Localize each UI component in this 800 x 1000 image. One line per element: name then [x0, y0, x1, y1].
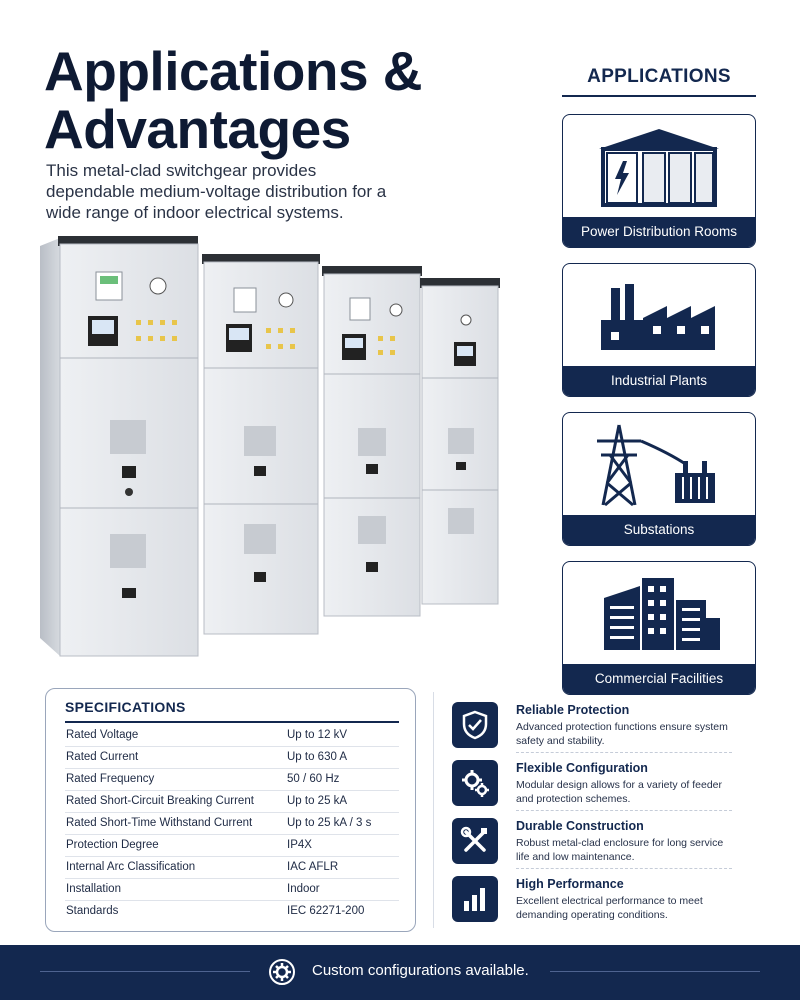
advantage-separator: [516, 810, 732, 811]
advantage-title: High Performance: [516, 877, 624, 891]
application-label: Commercial Facilities: [563, 664, 755, 694]
spec-value: IAC AFLR: [287, 861, 339, 873]
page-title: [44, 42, 422, 158]
spec-value: IP4X: [287, 839, 312, 851]
spec-value: Up to 630 A: [287, 751, 348, 763]
substation-icon: [563, 413, 755, 516]
spec-value: Up to 25 kA: [287, 795, 348, 807]
spec-row: [65, 901, 399, 923]
advantage-item: [450, 700, 740, 758]
gears-icon: [452, 760, 498, 806]
power-room-icon: [563, 115, 755, 218]
applications-heading: APPLICATIONS: [587, 66, 731, 87]
advantages-divider: [433, 692, 434, 928]
spec-value: Up to 25 kA / 3 s: [287, 817, 372, 829]
spec-row: [65, 791, 399, 813]
spec-row: [65, 857, 399, 879]
specifications-title: SPECIFICATIONS: [65, 699, 186, 715]
advantage-separator: [516, 868, 732, 869]
application-label: Power Distribution Rooms: [563, 217, 755, 247]
spec-row: [65, 769, 399, 791]
spec-key: Rated Voltage: [66, 729, 139, 741]
application-card-power-distribution: [562, 114, 756, 248]
spec-value: Up to 12 kV: [287, 729, 348, 741]
spec-value: Indoor: [287, 883, 320, 895]
application-card-substations: [562, 412, 756, 546]
advantage-title: Durable Construction: [516, 819, 644, 833]
advantage-description: Advanced protection functions ensure system safety and stability.: [516, 721, 728, 747]
factory-icon: [563, 264, 755, 367]
wrench-screwdriver-icon: [452, 818, 498, 864]
application-label: Substations: [563, 515, 755, 545]
spec-row: [65, 725, 399, 747]
shield-check-icon: [452, 702, 498, 748]
advantage-title: Flexible Configuration: [516, 761, 648, 775]
spec-row: [65, 879, 399, 901]
spec-key: Rated Current: [66, 751, 139, 763]
page-subtitle: This metal-clad switchgear provides dependable medium-voltage distribution for a wide range of indoor electrical systems.: [46, 161, 387, 222]
spec-row: [65, 747, 399, 769]
advantage-title: Reliable Protection: [516, 703, 630, 717]
spec-key: Installation: [66, 883, 121, 895]
application-card-commercial-facilities: [562, 561, 756, 695]
switchgear-image: [36, 228, 516, 668]
advantage-separator: [516, 752, 732, 753]
spec-row: [65, 835, 399, 857]
footer-text: Custom configurations available.: [312, 962, 529, 979]
spec-key: Protection Degree: [66, 839, 159, 851]
spec-value: 50 / 60 Hz: [287, 773, 340, 785]
spec-value: IEC 62271-200: [287, 905, 365, 917]
application-card-industrial-plants: [562, 263, 756, 397]
spec-key: Rated Short-Circuit Breaking Current: [66, 795, 254, 807]
bar-chart-icon: [452, 876, 498, 922]
footer-rule-left: [40, 971, 250, 972]
advantage-item: [450, 816, 740, 874]
spec-key: Internal Arc Classification: [66, 861, 196, 873]
gear-icon: [268, 958, 296, 986]
spec-key: Standards: [66, 905, 119, 917]
footer-banner: [0, 945, 800, 1000]
specifications-panel: [45, 688, 416, 932]
title-line-2: Advantages: [44, 98, 351, 160]
application-label: Industrial Plants: [563, 366, 755, 396]
advantage-description: Excellent electrical performance to meet demanding operating conditions.: [516, 895, 703, 921]
spec-row: [65, 813, 399, 835]
advantage-description: Robust metal-clad enclosure for long service life and low maintenance.: [516, 837, 724, 863]
spec-key: Rated Frequency: [66, 773, 155, 785]
applications-divider: [562, 95, 756, 97]
advantage-item: [450, 874, 740, 932]
specifications-divider: [65, 721, 399, 723]
building-icon: [563, 562, 755, 665]
footer-rule-right: [550, 971, 760, 972]
advantage-item: [450, 758, 740, 816]
title-line-1: Applications &: [44, 40, 423, 102]
advantage-description: Modular design allows for a variety of feeder and protection schemes.: [516, 779, 723, 805]
spec-key: Rated Short-Time Withstand Current: [66, 817, 253, 829]
